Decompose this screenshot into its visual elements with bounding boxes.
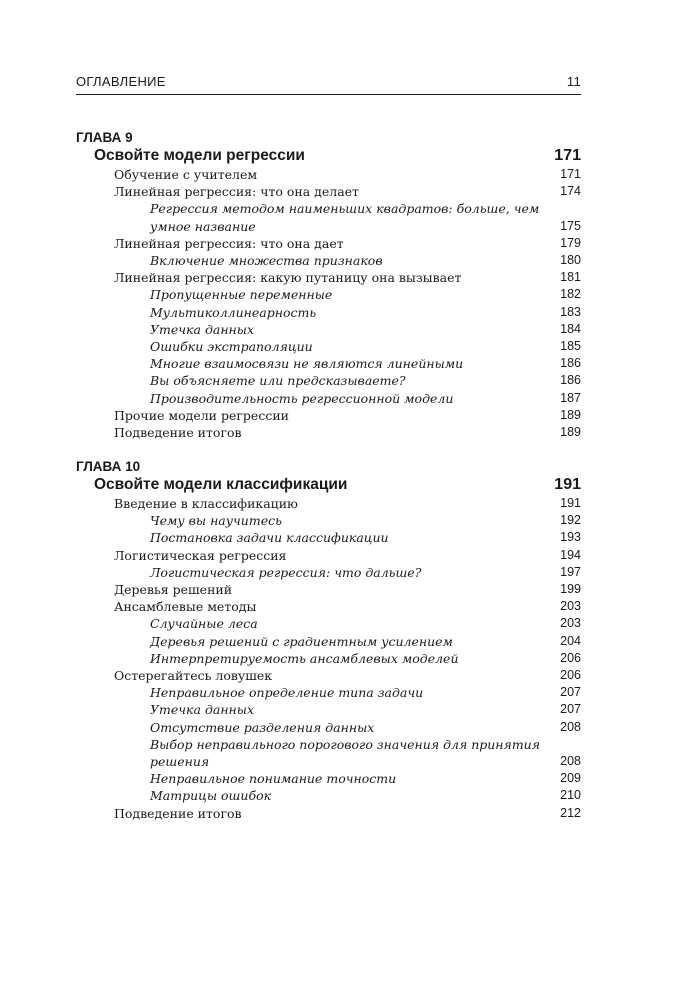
header-rule — [76, 94, 581, 95]
toc-entry-title: Введение в классификацию — [114, 496, 298, 511]
toc-entry-title: Остерегайтесь ловушек — [114, 668, 273, 684]
toc-entry-title: Логистическая регрессия — [114, 547, 287, 563]
toc-entries — [76, 495, 581, 822]
toc-entry[interactable] — [76, 770, 581, 787]
toc-entry[interactable] — [76, 252, 581, 269]
toc-entry-page: 206 — [560, 668, 581, 683]
toc-entry-title: Линейная регрессия: какую путаницу она вызывает — [114, 270, 462, 286]
toc-entry[interactable] — [76, 564, 581, 581]
toc-entry-title: Случайные леса — [150, 616, 258, 632]
toc-entry[interactable] — [76, 701, 581, 718]
toc-entry[interactable] — [76, 286, 581, 303]
toc-entry-page: 185 — [560, 339, 581, 354]
toc-entry[interactable] — [76, 495, 581, 512]
toc-entry[interactable] — [76, 424, 581, 441]
toc-entry-title: Включение множества признаков — [150, 253, 383, 269]
toc-entry-page: 208 — [560, 719, 581, 734]
toc-entry-title: Неправильное понимание точности — [150, 771, 397, 787]
toc-entry-title: Подведение итогов — [114, 805, 242, 821]
toc-entry-page: 209 — [560, 771, 581, 786]
toc-entry-title: Отсутствие разделения данных — [150, 719, 375, 735]
toc-entry-page: 180 — [560, 253, 581, 268]
toc-entry-page: 191 — [560, 496, 581, 510]
chapter-9 — [76, 129, 581, 441]
toc-entry-page: 179 — [560, 235, 581, 250]
chapter-page: 191 — [554, 476, 581, 493]
toc-entry[interactable] — [76, 650, 581, 667]
toc-entry[interactable] — [76, 719, 581, 736]
toc-entry-title: Линейная регрессия: что она делает — [114, 184, 359, 200]
toc-entry-title: Матрицы ошибок — [150, 788, 272, 804]
toc-entry-page: 199 — [560, 582, 581, 597]
toc-entry-title: Многие взаимосвязи не являются линейными — [150, 356, 464, 372]
chapter-label: ГЛАВА 9 — [76, 130, 133, 145]
toc-entry-title: Подведение итогов — [114, 425, 242, 441]
toc-entry-page: 208 — [560, 754, 581, 769]
toc-entry-page: 203 — [560, 616, 581, 631]
toc-entry-page: 197 — [560, 564, 581, 579]
toc-entries — [76, 166, 581, 441]
toc-entry[interactable] — [76, 633, 581, 650]
toc-entry-title: Утечка данных — [150, 702, 255, 718]
toc-entry-title: Производительность регрессионной модели — [150, 390, 454, 406]
toc-entry-title: Регрессия методом наименьших квадратов: больше, чем умное название — [150, 201, 540, 234]
toc-entry-title: Логистическая регрессия: что дальше? — [150, 564, 422, 580]
toc-entry-page: 184 — [560, 321, 581, 336]
toc-entry[interactable] — [76, 390, 581, 407]
toc-entry-title: Чему вы научитесь — [150, 513, 282, 529]
toc-entry[interactable] — [76, 183, 581, 200]
toc-entry-page: 182 — [560, 287, 581, 302]
toc-entry[interactable] — [76, 407, 581, 424]
running-header-page-number: 11 — [566, 74, 581, 89]
running-header-title: ОГЛАВЛЕНИЕ — [76, 74, 166, 89]
toc-entry-title: Обучение с учителем — [114, 167, 258, 182]
toc-entry[interactable] — [76, 667, 581, 684]
toc-entry[interactable] — [76, 338, 581, 355]
chapter-title-row[interactable] — [76, 475, 581, 495]
toc-entry-page: 207 — [560, 702, 581, 717]
toc-entry-title: Линейная регрессия: что она дает — [114, 235, 344, 251]
toc-entry-page: 186 — [560, 373, 581, 388]
toc-entry-title: Прочие модели регрессии — [114, 407, 289, 423]
toc-entry-page: 189 — [560, 425, 581, 440]
toc-entry-title: Деревья решений с градиентным усилением — [150, 633, 453, 649]
toc-entry[interactable] — [76, 304, 581, 321]
toc-entry[interactable] — [76, 598, 581, 615]
toc-entry[interactable] — [76, 581, 581, 598]
chapter-label: ГЛАВА 10 — [76, 459, 141, 474]
toc-entry-title: Вы объясняете или предсказываете? — [150, 373, 406, 389]
chapter-page: 171 — [554, 147, 581, 164]
toc-entry-page: 210 — [560, 788, 581, 803]
toc-entry-page: 212 — [560, 805, 581, 820]
toc-entry-title: Выбор неправильного порогового значения для принятия решения — [150, 736, 540, 770]
toc-entry-page: 207 — [560, 685, 581, 700]
running-header — [76, 74, 581, 89]
toc-entry[interactable] — [76, 269, 581, 286]
toc-entry-page: 203 — [560, 599, 581, 614]
toc-entry[interactable] — [76, 235, 581, 252]
toc-entry-title: Неправильное определение типа задачи — [150, 685, 424, 701]
chapter-title: Освойте модели регрессии — [94, 147, 305, 164]
toc-entry-title: Интерпретируемость ансамблевых моделей — [150, 650, 459, 666]
toc-entry-page: 193 — [560, 530, 581, 545]
toc-entry[interactable] — [76, 355, 581, 372]
toc-entry[interactable] — [76, 372, 581, 389]
toc-entry-title: Деревья решений — [114, 582, 233, 598]
toc-entry[interactable] — [76, 529, 581, 546]
toc-entry-title: Постановка задачи классификации — [150, 530, 389, 546]
toc-entry[interactable] — [76, 805, 581, 822]
toc-entry-page: 189 — [560, 407, 581, 422]
toc-entry-page: 194 — [560, 547, 581, 562]
toc-entry[interactable] — [76, 166, 581, 183]
toc-entry[interactable] — [76, 321, 581, 338]
toc-entry[interactable] — [76, 736, 581, 770]
toc-entry-title: Мультиколлинеарность — [150, 304, 317, 320]
toc-entry-page: 181 — [560, 270, 581, 285]
toc-entry[interactable] — [76, 615, 581, 632]
toc-entry-page: 204 — [560, 633, 581, 648]
toc-entry-page: 187 — [560, 390, 581, 405]
toc-entry-page: 192 — [560, 513, 581, 528]
toc-entry[interactable] — [76, 547, 581, 564]
toc-entry-page: 174 — [560, 184, 581, 199]
chapter-title-row[interactable] — [76, 146, 581, 166]
toc-entry-page: 175 — [560, 218, 581, 233]
toc-entry-title: Пропущенные переменные — [150, 287, 333, 303]
toc-entry[interactable] — [76, 684, 581, 701]
toc-entry-page: 186 — [560, 356, 581, 371]
chapter-10 — [76, 458, 581, 822]
toc-entry-page: 206 — [560, 650, 581, 665]
toc-entry[interactable] — [76, 512, 581, 529]
chapter-title: Освойте модели классификации — [94, 476, 348, 493]
toc-entry-title: Ошибки экстраполяции — [150, 339, 313, 355]
toc-entry-page: 171 — [560, 167, 581, 181]
toc-entry-page: 183 — [560, 304, 581, 319]
toc-entry-title: Ансамблевые методы — [114, 599, 257, 615]
toc-entry[interactable] — [76, 200, 581, 234]
toc-entry-title: Утечка данных — [150, 321, 255, 337]
toc-entry[interactable] — [76, 787, 581, 804]
